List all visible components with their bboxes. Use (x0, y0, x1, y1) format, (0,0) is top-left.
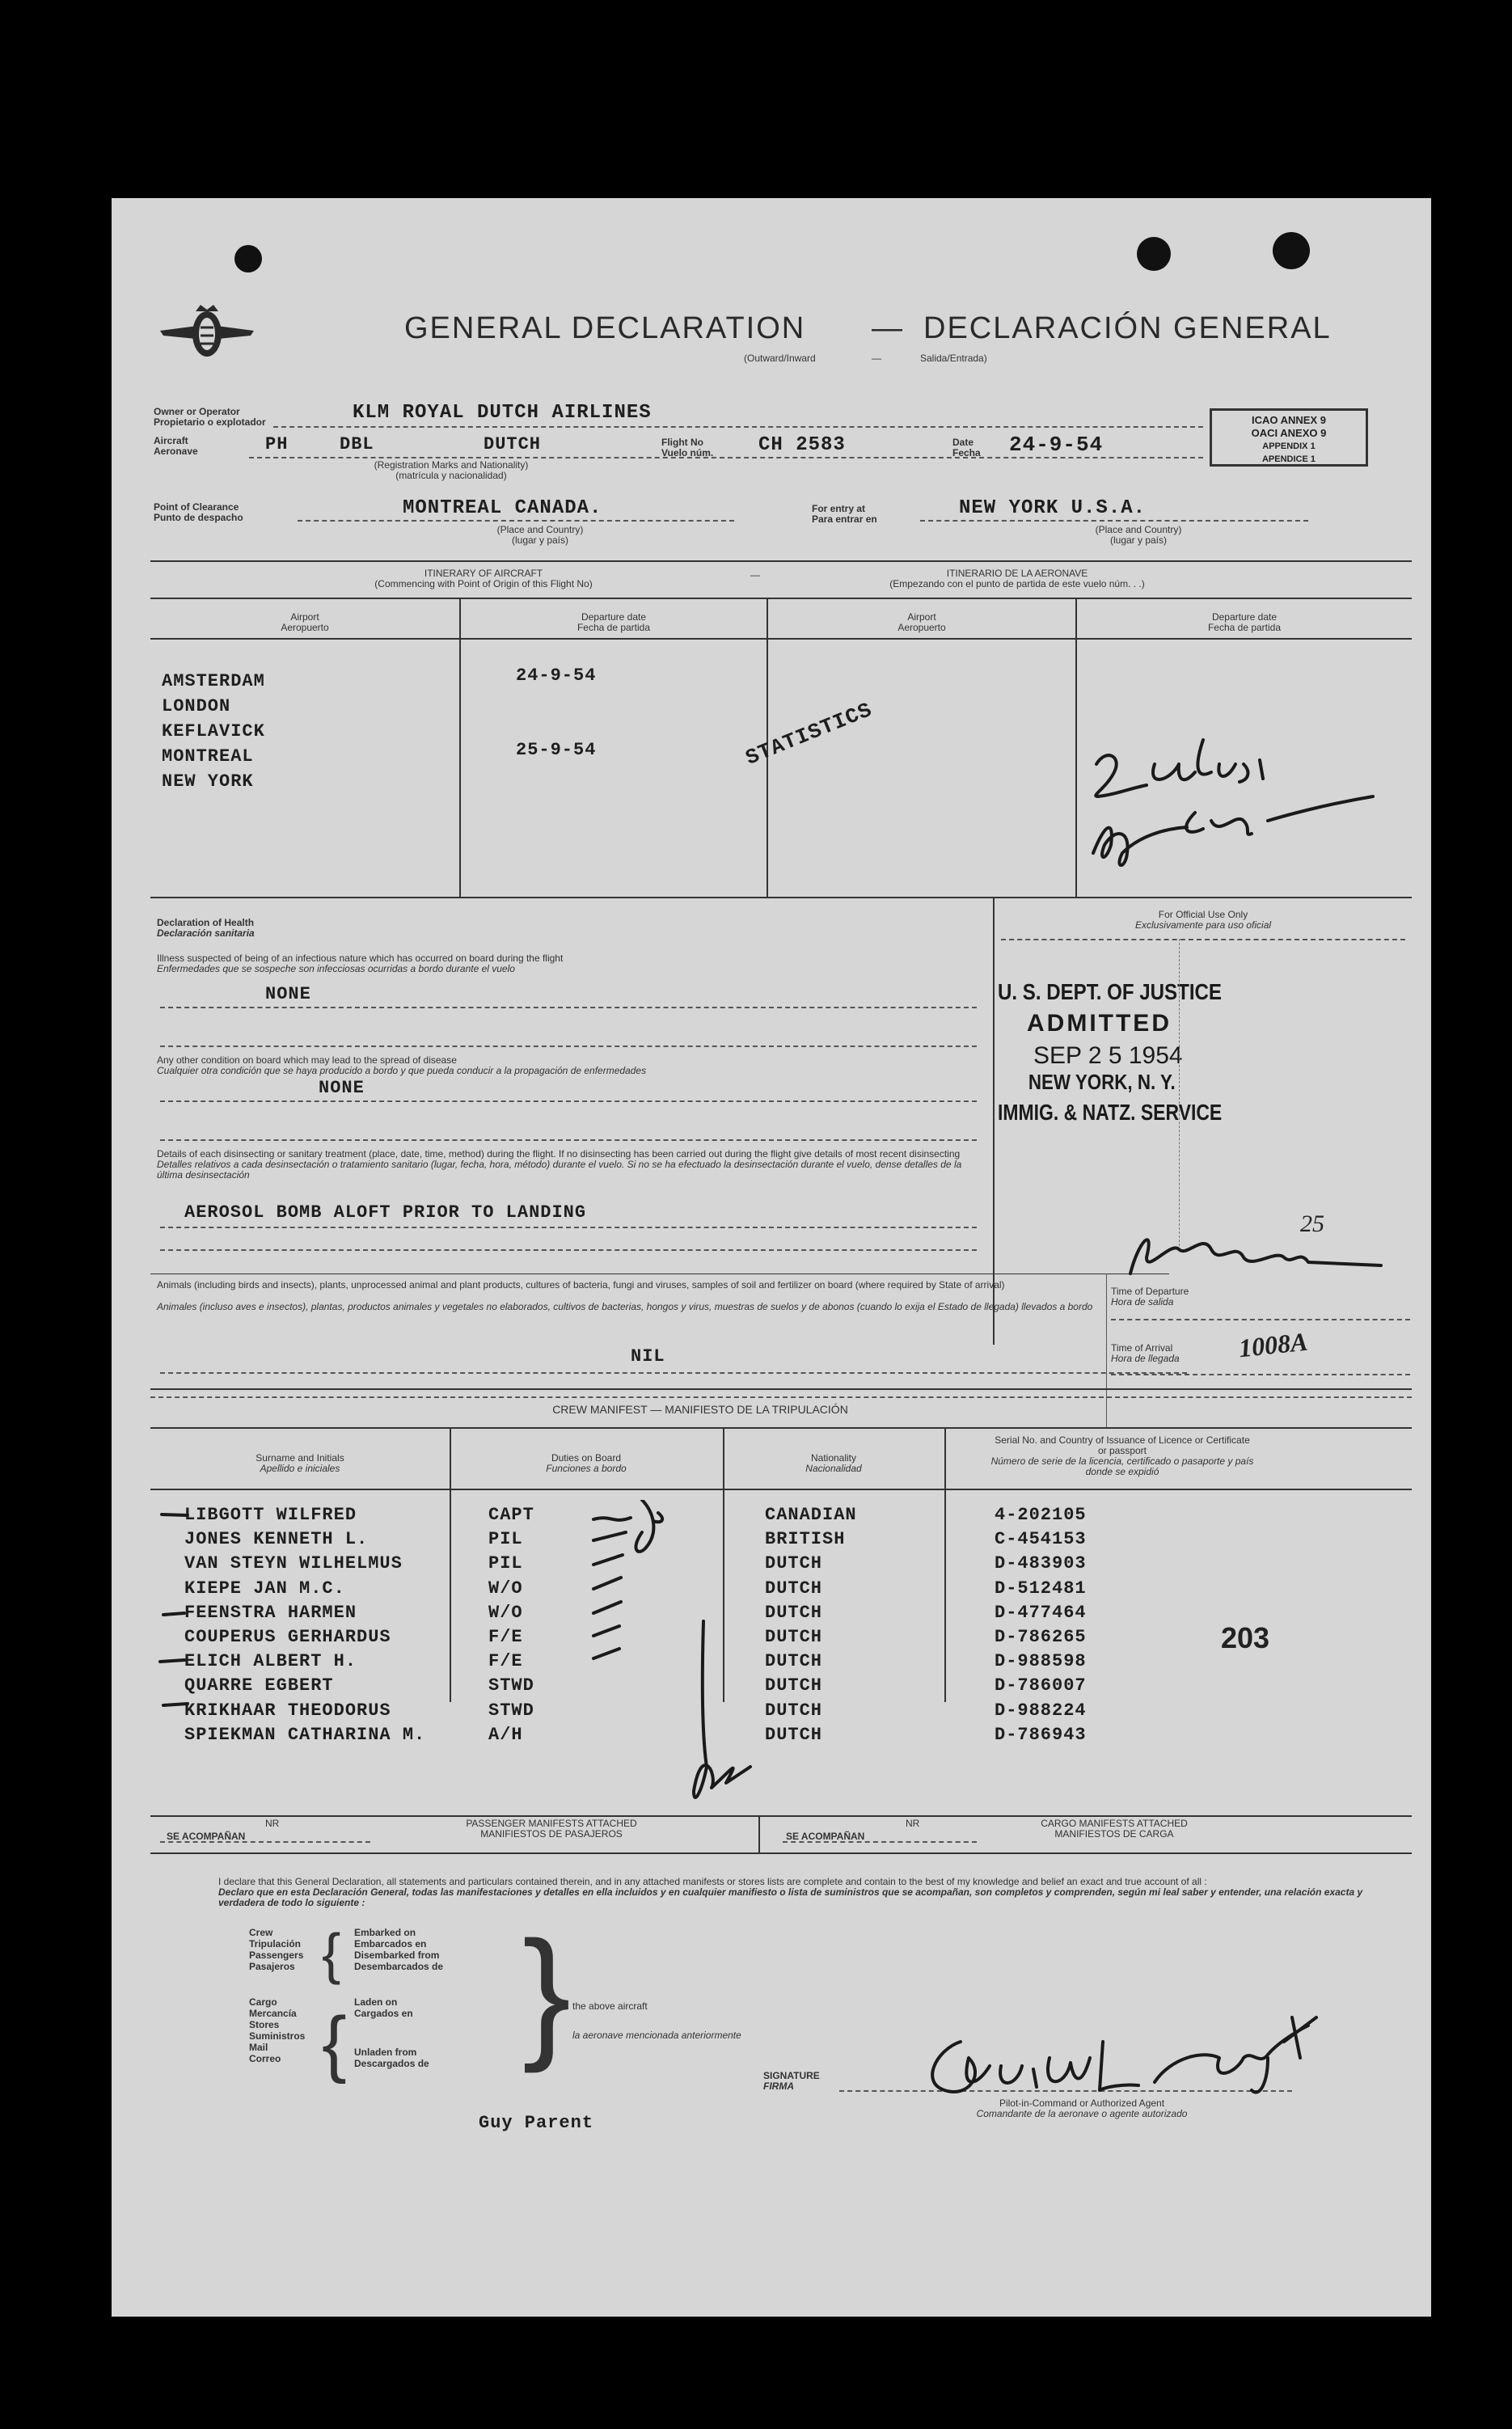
health-q3: Details of each disinsecting or sanitary treatment (place, date, time, method) during the flight. If no disinsecting has been carried out during the flight give details of most recent disinsecting Detalles relativos a cada desinsectación o tratamiento sanitario (lugar, fecha, hora, método) durante el vuelo. Si no se ha efectuado la desinsectación durante el vuelo, dense detalles de la última desinsectación (157, 1148, 962, 1181)
direction-es: Salida/Entrada) (920, 353, 987, 364)
crew-duty: A/H (488, 1724, 523, 1745)
handwritten-departure-scrawl (1114, 1209, 1421, 1290)
crew-name: SPIEKMAN CATHARINA M. (184, 1724, 426, 1745)
brace-icon: { (322, 2002, 347, 2085)
departure-date-2: 25-9-54 (516, 740, 597, 760)
entry-label: For entry at Para entrar en (812, 503, 877, 525)
airport-item: LONDON (162, 696, 231, 716)
arrival-time-label: Time of Arrival Hora de llegada (1111, 1342, 1180, 1364)
itinerary-title-en: ITINERARY OF AIRCRAFT (Commencing with Point of Origin of this Flight No) (374, 568, 593, 589)
clearance-value: MONTREAL CANADA. (403, 497, 602, 519)
punch-hole (1137, 237, 1171, 271)
crew-nationality: DUTCH (765, 1553, 823, 1574)
itin-col-airport-2: Airport Aeropuerto (897, 611, 946, 633)
crew-name: QUARRE EGBERT (184, 1675, 334, 1696)
crew-nationality: DUTCH (765, 1724, 823, 1745)
crew-duty: F/E (488, 1627, 523, 1647)
direction-en: (Outward/Inward (744, 353, 816, 364)
punch-hole (234, 245, 262, 272)
declaration-text: I declare that this General Declaration, all statements and particulars contained therein, and in any attached manifests or stores lists are complete and contain to the best of my knowledge and belief an exact and true account of all : Declaro que en esta Declaración General, todas las manifestaciones y detalles en ella incluidos y en cualquier manifiesto o lista de suministros que se acompañan, son completos y comprenden, según mi leal saber y entender, una relación exacta y verdadera de todo lo siguiente : (218, 1876, 1363, 1908)
crew-duty: PIL (488, 1529, 523, 1550)
aircraft-nationality: DUTCH (484, 434, 542, 454)
entry-note: (Place and Country) (lugar y país) (1095, 524, 1182, 546)
pass-nr: NR (265, 1818, 280, 1829)
title-dash: — (872, 311, 902, 345)
health-a3: AEROSOL BOMB ALOFT PRIOR TO LANDING (184, 1202, 587, 1223)
punch-hole (1273, 232, 1310, 269)
crew-nationality: DUTCH (765, 1675, 823, 1696)
crew-name: JONES KENNETH L. (184, 1529, 369, 1550)
flight-no-label: Flight No Vuelo núm. (661, 437, 714, 458)
icao-annex-box: ICAO ANNEX 9 OACI ANEXO 9 APPENDIX 1 APENDICE 1 (1210, 408, 1368, 467)
departure-time-value: 25 (1300, 1210, 1324, 1237)
above-aircraft-es: la aeronave mencionada anteriormente (572, 2030, 741, 2041)
entry-value: NEW YORK U.S.A. (959, 497, 1147, 519)
health-a4: NIL (631, 1346, 665, 1367)
date-label: Date Fecha (952, 437, 981, 458)
crew-duty: STWD (488, 1675, 534, 1696)
handwritten-note (1082, 732, 1421, 918)
health-q2: Any other condition on board which may lead to the spread of disease Cualquier otra condición que se haya producido a bordo y que pueda conducir a la propagación de enfermedades (157, 1054, 647, 1076)
itinerary-airports (162, 669, 265, 794)
pilot-in-command-label: Pilot-in-Command or Authorized Agent Comandante de la aeronave o agente autorizado (976, 2097, 1188, 2119)
crew-name: KRIKHAAR THEODORUS (184, 1700, 391, 1721)
date-value: 24-9-54 (1009, 433, 1104, 457)
declaration-actions: Embarked on Embarcados en Disembarked from Desembarcados de Laden on Cargados en Unladen from Descargados de (354, 1927, 444, 2069)
signature-label: SIGNATURE FIRMA (763, 2070, 820, 2092)
crew-col-name: Surname and Initials Apellido e iniciales (256, 1452, 344, 1474)
pilot-name: Guy Parent (479, 2113, 594, 2133)
aircraft-registration: DBL (340, 434, 374, 454)
crew-name: LIBGOTT WILFRED (184, 1505, 357, 1525)
crew-name: ELICH ALBERT H. (184, 1651, 357, 1672)
clearance-label: Point of Clearance Punto de despacho (154, 501, 243, 523)
flight-no-value: CH 2583 (758, 434, 846, 456)
crew-nationality: DUTCH (765, 1700, 823, 1721)
crew-serial: D-786265 (995, 1627, 1087, 1647)
itin-col-airport: Airport Aeropuerto (281, 611, 329, 633)
itinerary-dash: — (750, 569, 760, 581)
general-declaration-form (112, 198, 1431, 2317)
crew-serial: D-483903 (995, 1553, 1087, 1574)
airport-item: AMSTERDAM (162, 671, 265, 691)
crew-serial: 4-202105 (995, 1505, 1087, 1525)
health-a2: NONE (319, 1078, 365, 1098)
klm-crown-logo-icon (158, 303, 256, 368)
registration-note: (Registration Marks and Nationality) (matrícula y nacionalidad) (374, 459, 529, 481)
itinerary-title-es: ITINERARIO DE LA AERONAVE (Empezando con el punto de partida de este vuelo núm. . .) (889, 568, 1145, 589)
airport-item: MONTREAL (162, 746, 254, 767)
statistics-stamp: STATISTICS (742, 697, 876, 771)
pass-acompanan: SE ACOMPAÑAN (167, 1831, 246, 1842)
health-a1: NONE (265, 984, 311, 1004)
passenger-manifests: PASSENGER MANIFESTS ATTACHED MANIFIESTOS DE PASAJEROS (466, 1818, 637, 1840)
crew-name: VAN STEYN WILHELMUS (184, 1553, 403, 1574)
crew-duty: STWD (488, 1700, 534, 1721)
crew-count-note: 203 (1221, 1621, 1270, 1654)
health-title: Declaration of Health Declaración sanitaria (157, 917, 255, 939)
crew-nationality: DUTCH (765, 1602, 823, 1623)
crew-name: COUPERUS GERHARDUS (184, 1627, 391, 1647)
form-title-en: GENERAL DECLARATION (404, 311, 806, 345)
crew-nationality: DUTCH (765, 1578, 823, 1599)
airport-item: NEW YORK (162, 771, 254, 792)
direction-dash: — (872, 353, 881, 364)
itin-col-date-2: Departure date Fecha de partida (1207, 611, 1282, 633)
aircraft-prefix: PH (265, 434, 289, 454)
crew-serial: D-988224 (995, 1700, 1087, 1721)
health-q1: Illness suspected of being of an infectious nature which has occurred on board during the flight Enfermedades que se sospeche son infecciosas ocurridas a bordo durante el vuelo (157, 953, 564, 974)
crew-title: CREW MANIFEST — MANIFIESTO DE LA TRIPULACIÓN (552, 1403, 848, 1416)
crew-nationality: CANADIAN (765, 1505, 857, 1525)
cargo-acompanan: SE ACOMPAÑAN (786, 1831, 865, 1842)
departure-date-1: 24-9-54 (516, 665, 597, 686)
crew-serial: D-786943 (995, 1724, 1087, 1745)
declaration-categories: Crew Tripulación Passengers Pasajeros Cargo Mercancía Stores Suministros Mail Correo (249, 1927, 306, 2064)
crew-serial: D-786007 (995, 1675, 1087, 1696)
airport-item: KEFLAVICK (162, 721, 265, 741)
crew-col-nationality: Nationality Nacionalidad (805, 1452, 862, 1474)
cargo-nr: NR (906, 1818, 920, 1829)
brace-icon: { (322, 1922, 341, 1985)
cargo-manifests: CARGO MANIFESTS ATTACHED MANIFIESTOS DE CARGA (1041, 1818, 1188, 1840)
operator-label: Owner or Operator Propietario o explotador (154, 406, 266, 428)
crew-duty: W/O (488, 1578, 523, 1599)
crew-nationality: DUTCH (765, 1627, 823, 1647)
immigration-stamp: U. S. DEPT. OF JUSTICE ADMITTED SEP 2 5 1954 NEW YORK, N. Y. IMMIG. & NATZ. SERVICE (998, 979, 1223, 1125)
crew-col-duty: Duties on Board Funciones a bordo (546, 1452, 627, 1474)
crew-nationality: DUTCH (765, 1651, 823, 1672)
crew-tick-marks (136, 1500, 1074, 1815)
crew-duty: CAPT (488, 1505, 534, 1525)
health-q4: Animals (including birds and insects), plants, unprocessed animal and plant products, cultures of bacteria, fungi and viruses, samples of soil and fertilizer on board (where required by State of arrival) Animales (incluso aves e insectos), plantas, productos animales y vegetales no elaborados, cultivos de bacterias, hongos y virus, muestras de suelos y de abonos (cuando lo exija el Estado de llegada) llevados a bordo (157, 1279, 1093, 1312)
crew-nationality: BRITISH (765, 1529, 846, 1550)
crew-serial: D-477464 (995, 1602, 1087, 1623)
crew-serial: D-988598 (995, 1651, 1087, 1672)
above-aircraft-en: the above aircraft (572, 2000, 648, 2012)
itin-col-date: Departure date Fecha de partida (577, 611, 651, 633)
crew-name: KIEPE JAN M.C. (184, 1578, 345, 1599)
crew-duty: W/O (488, 1602, 523, 1623)
operator-value: KLM ROYAL DUTCH AIRLINES (353, 402, 652, 424)
crew-serial: C-454153 (995, 1529, 1087, 1550)
brace-icon: } (522, 1912, 572, 2074)
form-title-es: DECLARACIÓN GENERAL (923, 311, 1332, 345)
official-use-title: For Official Use Only Exclusivamente para uso oficial (1134, 909, 1272, 931)
clearance-note: (Place and Country) (lugar y país) (496, 524, 584, 546)
aircraft-label: Aircraft Aeronave (154, 435, 198, 457)
pilot-signature (912, 2009, 1349, 2114)
crew-duty: PIL (488, 1553, 523, 1574)
arrival-time-value: 1008A (1237, 1326, 1309, 1363)
crew-col-serial: Serial No. and Country of Issuance of Licence or Certificate or passport Número de serie de la licencia, certificado o pasaporte y país donde se expidió (990, 1434, 1254, 1477)
crew-serial: D-512481 (995, 1578, 1087, 1599)
departure-time-label: Time of Departure Hora de salida (1111, 1286, 1189, 1307)
crew-name: FEENSTRA HARMEN (184, 1602, 357, 1623)
crew-duty: F/E (488, 1651, 523, 1672)
